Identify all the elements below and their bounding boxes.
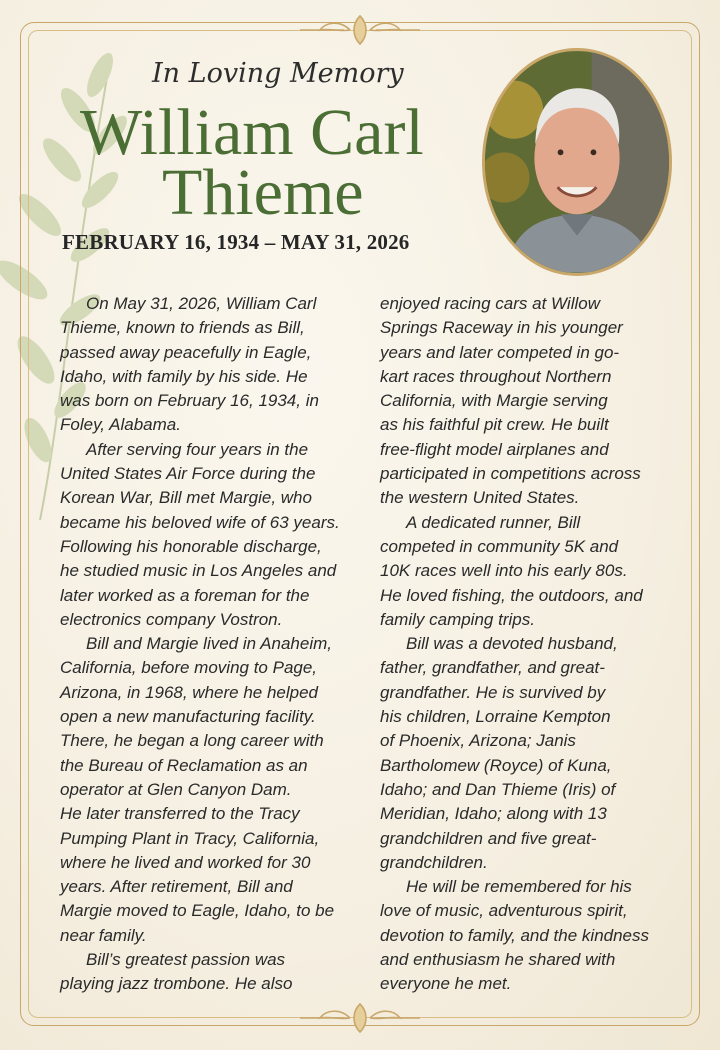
text-line: and enthusiasm he shared with <box>380 950 616 970</box>
text-line: Bill’s greatest passion was <box>86 950 286 970</box>
text-line: playing jazz trombone. He also <box>60 974 293 994</box>
text-line: the Bureau of Reclamation as an <box>60 755 308 775</box>
text-line: devotion to family, and the kindness <box>380 925 650 945</box>
text-line: Margie moved to Eagle, Idaho, to be <box>60 901 335 921</box>
text-line: as his faithful pit crew. He built <box>380 415 609 435</box>
text-line: He loved fishing, the outdoors, and <box>380 585 643 605</box>
text-line: He later transferred to the Tracy <box>60 804 300 824</box>
name-first-line: William Carl <box>80 96 424 169</box>
text-line: grandchildren and five great- <box>380 828 597 848</box>
text-line: Springs Raceway in his younger <box>380 318 623 338</box>
text-line: Korean War, Bill met Margie, who <box>60 488 312 508</box>
text-line: Following his honorable discharge, <box>60 536 322 556</box>
text-line: Thieme, known to friends as Bill, <box>60 318 305 338</box>
ornament-bottom-icon <box>300 1000 420 1038</box>
text-line: grandchildren. <box>380 852 488 872</box>
text-line: Idaho, with family by his side. He <box>60 366 308 386</box>
text-line: Arizona, in 1968, where he helped <box>60 682 319 702</box>
text-line: He will be remembered for his <box>406 877 632 897</box>
name-last-line: Thieme <box>162 156 364 229</box>
text-line: Meridian, Idaho; along with 13 <box>380 804 607 824</box>
text-line: enjoyed racing cars at Willow <box>380 294 600 313</box>
text-line: grandfather. He is survived by <box>380 682 606 702</box>
text-line: everyone he met. <box>380 974 512 994</box>
text-line: was born on February 16, 1934, in <box>60 391 319 411</box>
text-line: the western United States. <box>380 488 580 508</box>
text-line: Bill was a devoted husband, <box>406 634 618 654</box>
text-line: later worked as a foreman for the <box>60 585 310 605</box>
ornament-top-icon <box>300 10 420 48</box>
text-line: electronics company Vostron. <box>60 609 283 629</box>
text-line: participated in competitions across <box>380 464 641 484</box>
text-line: Bill and Margie lived in Anaheim, <box>86 634 332 654</box>
text-line: Idaho; and Dan Thieme (Iris) of <box>380 779 616 799</box>
text-line: Foley, Alabama. <box>60 415 181 435</box>
text-line: he studied music in Los Angeles and <box>60 561 337 581</box>
text-line: his children, Lorraine Kempton <box>380 707 611 727</box>
text-line: years. After retirement, Bill and <box>60 877 293 897</box>
text-line: father, grandfather, and great- <box>380 658 605 678</box>
text-line: became his beloved wife of 63 years. <box>60 512 340 532</box>
text-line: United States Air Force during the <box>60 464 316 484</box>
text-line: near family. <box>60 925 147 945</box>
text-line: operator at Glen Canyon Dam. <box>60 779 292 799</box>
text-line: California, with Margie serving <box>380 391 608 411</box>
in-loving-memory-heading: In Loving Memory <box>152 58 404 89</box>
portrait-icon <box>485 51 669 273</box>
life-dates: FEBRUARY 16, 1934 – MAY 31, 2026 <box>62 230 410 254</box>
text-line: love of music, adventurous spirit, <box>380 901 628 921</box>
obituary-column-left <box>60 292 360 997</box>
text-line: of Phoenix, Arizona; Janis <box>380 731 576 751</box>
text-line: There, he began a long career with <box>60 731 324 751</box>
text-line: years and later competed in go- <box>380 342 620 362</box>
text-line: 10K races well into his early 80s. <box>380 561 628 581</box>
text-line: free-flight model airplanes and <box>380 439 609 459</box>
text-line: After serving four years in the <box>86 439 309 459</box>
portrait-photo <box>482 48 672 276</box>
obituary-column-right <box>380 292 680 997</box>
text-line: A dedicated runner, Bill <box>406 512 581 532</box>
text-line: passed away peacefully in Eagle, <box>60 342 312 362</box>
text-line: competed in community 5K and <box>380 536 619 556</box>
text-line: On May 31, 2026, William Carl <box>86 294 317 313</box>
text-line: California, before moving to Page, <box>60 658 318 678</box>
text-line: Bartholomew (Royce) of Kuna, <box>380 755 612 775</box>
text-line: Pumping Plant in Tracy, California, <box>60 828 320 848</box>
text-line: where he lived and worked for 30 <box>60 852 311 872</box>
text-line: kart races throughout Northern <box>380 366 612 386</box>
text-line: family camping trips. <box>380 609 535 629</box>
text-line: open a new manufacturing facility. <box>60 707 316 727</box>
